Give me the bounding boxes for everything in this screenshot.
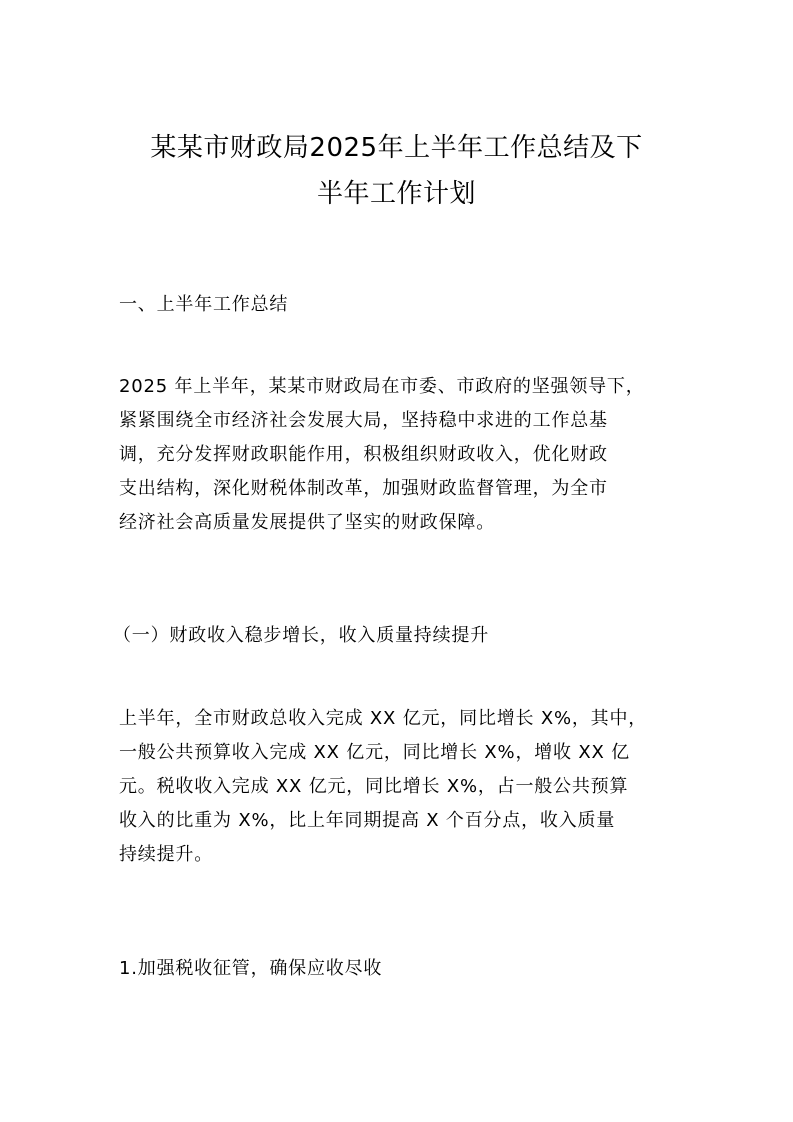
paragraph-line: 收入的比重为 X%，比上年同期提高 X 个百分点，收入质量	[119, 810, 616, 831]
paragraph-line: 2025 年上半年，某某市财政局在市委、市政府的坚强领导下，	[119, 376, 645, 397]
paragraph-1	[119, 370, 675, 540]
paragraph-line: 元。税收收入完成 XX 亿元，同比增长 X%，占一般公共预算	[119, 776, 629, 797]
title-line-2: 半年工作计划	[316, 179, 476, 209]
paragraph-line: 持续提升。	[119, 844, 213, 865]
paragraph-line: 支出结构，深化财税体制改革，加强财政监督管理，为全市	[119, 478, 608, 499]
paragraph-line: 经济社会高质量发展提供了坚实的财政保障。	[119, 512, 495, 533]
section-heading: 一、上半年工作总结	[119, 294, 289, 315]
item-heading: 1.加强税收征管，确保应收尽收	[119, 958, 383, 979]
paragraph-line: 紧紧围绕全市经济社会发展大局，坚持稳中求进的工作总基	[119, 410, 608, 431]
subsection-heading: （一）财政收入稳步增长，收入质量持续提升	[113, 625, 489, 646]
paragraph-line: 调，充分发挥财政职能作用，积极组织财政收入，优化财政	[119, 444, 608, 465]
document-title	[0, 125, 793, 217]
paragraph-line: 一般公共预算收入完成 XX 亿元，同比增长 X%，增收 XX 亿	[119, 742, 630, 763]
paragraph-2	[119, 702, 675, 872]
title-line-1: 某某市财政局2025年上半年工作总结及下	[150, 133, 643, 163]
paragraph-line: 上半年，全市财政总收入完成 XX 亿元，同比增长 X%，其中，	[119, 708, 648, 729]
